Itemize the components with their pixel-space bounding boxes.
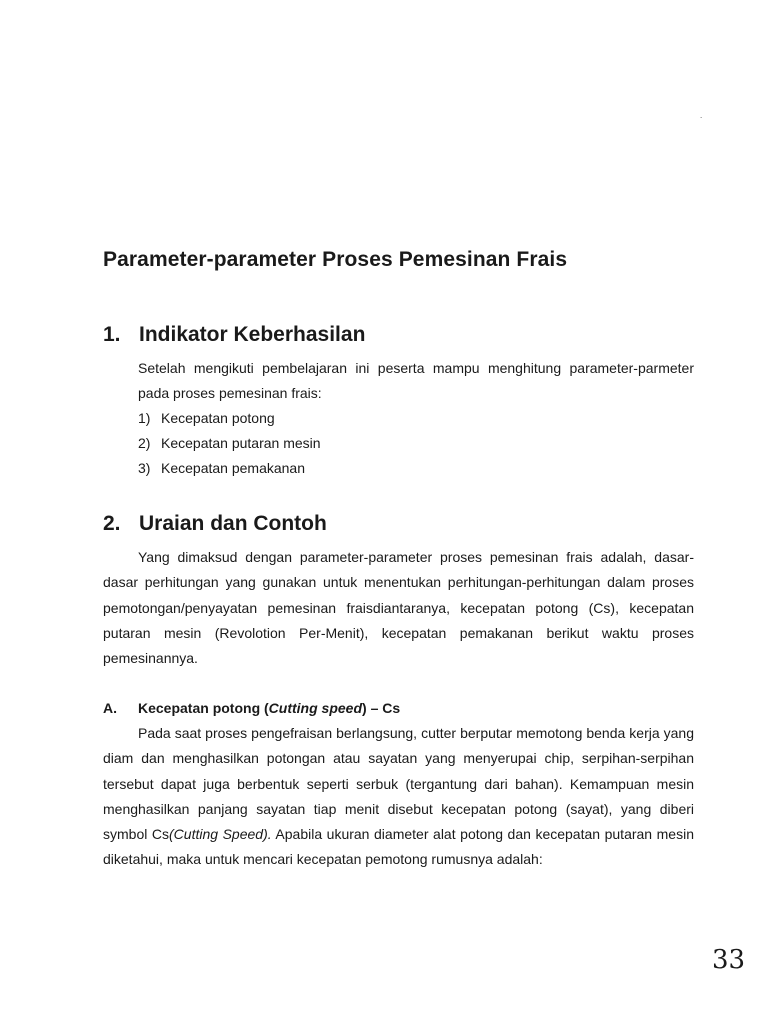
list-item-text: Kecepatan pemakanan — [161, 460, 305, 476]
section-1-heading — [103, 321, 365, 349]
list-item — [138, 458, 305, 478]
subsection-a-letter: A. — [103, 700, 117, 716]
page-number: 33 — [712, 945, 746, 975]
list-item-number: 1) — [138, 410, 151, 426]
list-item-number: 3) — [138, 460, 151, 476]
subsection-a-heading — [103, 698, 400, 718]
subsection-a-title-end: ) – Cs — [362, 700, 401, 716]
section-1-intro: Setelah mengikuti pembelajaran ini peserta mampu menghitung parameter-parmeter pada proses pemesinan frais: — [138, 360, 694, 402]
subsection-a-text-italic: (Cutting Speed). — [169, 826, 272, 843]
page-mark: . — [700, 111, 703, 120]
list-item — [138, 408, 275, 428]
list-item-number: 2) — [138, 435, 151, 451]
list-item — [138, 433, 321, 453]
subsection-a-text-1: Pada saat proses pengefraisan berlangsung, cutter berputar memotong benda kerja yang diam dan menghasilkan potongan atau sayatan yang menyerupai chip, serpihan-serpihan tersebut dapat juga berbentuk seperti serbuk (tergantung dari bahan). Kemampuan mesin menghasilkan panjang sayatan tiap menit disebut kecepatan potong (sayat), yang diberi symbol Cs — [103, 725, 694, 843]
list-item-text: Kecepatan putaran mesin — [161, 435, 321, 451]
section-2-paragraph: Yang dimaksud dengan parameter-parameter proses pemesinan frais adalah, dasar-dasar perhitungan yang gunakan untuk menentukan perhitungan-perhitungan dalam proses pemotongan/penyayatan pemesinan fraisdiantaranya, kecepatan potong (Cs), kecepatan putaran mesin (Revolotion Per-Menit), kecepatan pemakanan berikut waktu proses pemesinannya. — [103, 549, 694, 667]
section-2-number: 2. — [103, 512, 121, 535]
subsection-a-text-2: Apabila ukuran diameter alat potong dan kecepatan putaran mesin diketahui, maka untuk mencari kecepatan pemotong rumusnya adalah: — [103, 826, 694, 868]
subsection-a-title-italic: Cutting speed — [268, 700, 363, 716]
section-1-title: Indikator Keberhasilan — [139, 323, 366, 346]
section-1-number: 1. — [103, 323, 121, 346]
subsection-a-paragraph — [103, 721, 694, 873]
section-2-title: Uraian dan Contoh — [139, 512, 327, 535]
page-title: Parameter-parameter Proses Pemesinan Frais — [103, 248, 568, 271]
subsection-a-title-start: Kecepatan potong ( — [138, 700, 269, 716]
list-item-text: Kecepatan potong — [161, 410, 275, 426]
section-2-heading — [103, 510, 327, 538]
